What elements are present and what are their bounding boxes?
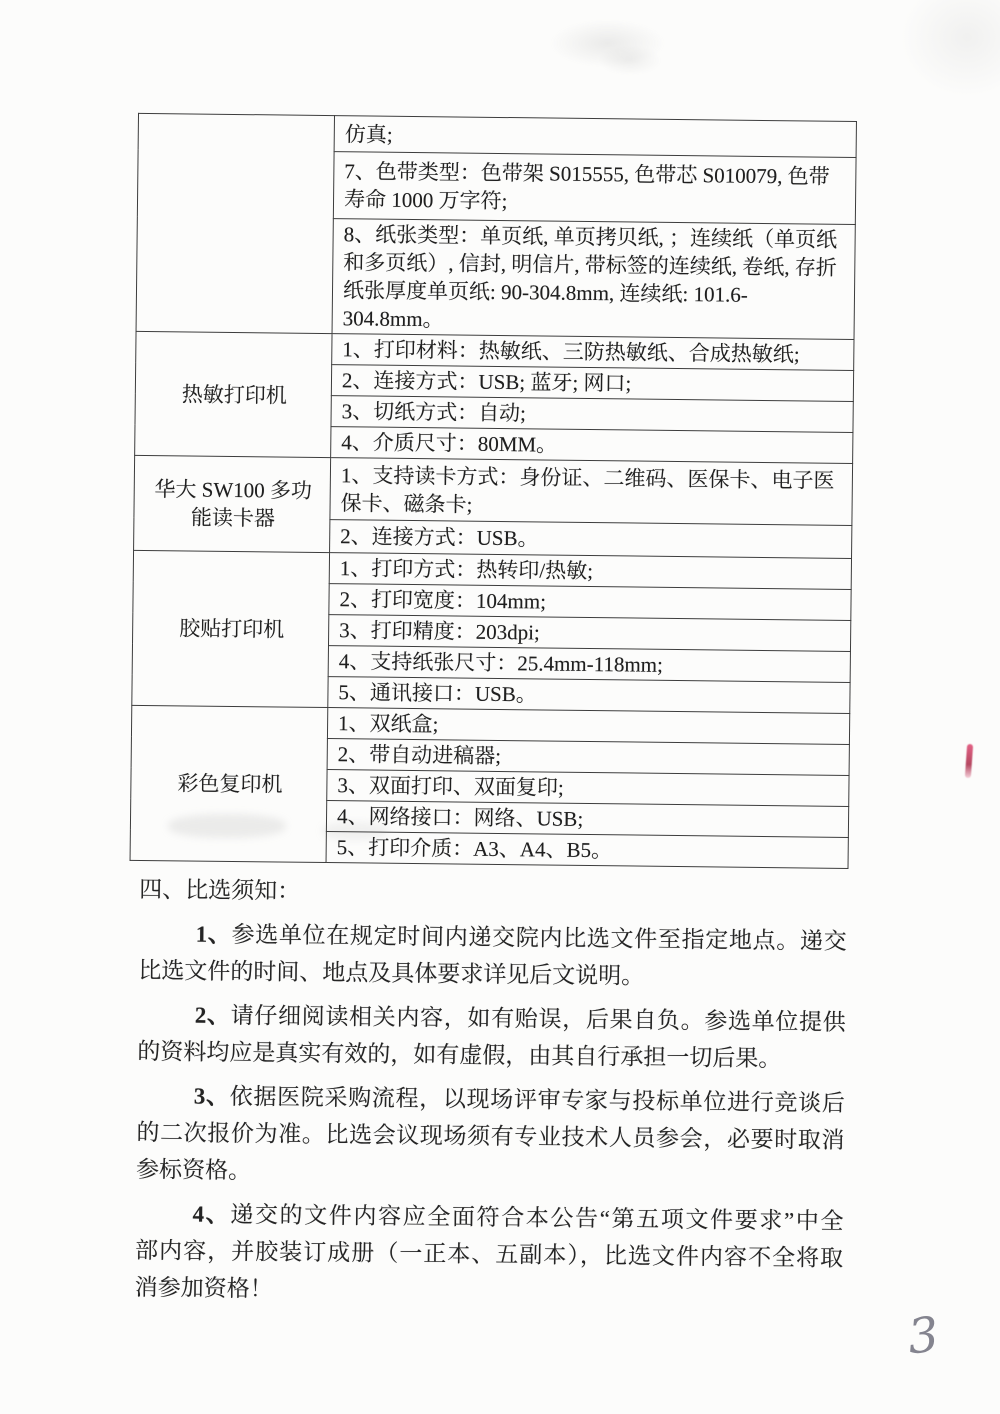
spec-cell: 2、连接方式：USB; 蓝牙; 网口; [331, 365, 853, 402]
paragraph-line: 部内容，并胶装订成册（一正本、五副本），比选文件内容不全将取 [134, 1237, 844, 1271]
paragraph-text: 递交的文件内容应全面符合本公告“第五项文件要求”中全 [230, 1201, 844, 1234]
paragraph-line: 比选文件的时间、地点及具体要求详见后文说明。 [138, 957, 645, 989]
paragraph-text: 参选单位在规定时间内递交院内比选文件至指定地点。递交 [231, 921, 847, 954]
spec-cell: 4、介质尺寸：80MM。 [331, 427, 853, 464]
table-group-label [136, 113, 334, 333]
spec-cell: 7、色带类型：色带架 S015555, 色带芯 S010079, 色带寿命 1000 万字符; [333, 152, 856, 225]
spec-cell: 2、连接方式：USB。 [330, 520, 852, 559]
paragraph-number: 3、 [193, 1083, 230, 1109]
handwritten-page-number: 3 [905, 1306, 942, 1366]
spec-cell: 1、打印方式：热转印/热敏; [329, 553, 851, 590]
notice-section [134, 873, 847, 1314]
paragraph-number: 1、 [195, 921, 232, 947]
notice-paragraph [136, 1077, 845, 1196]
spec-cell: 2、打印宽度：104mm; [329, 584, 851, 621]
spec-cell: 3、切纸方式：自动; [331, 396, 853, 433]
spec-cell: 仿真; [334, 116, 856, 158]
spec-cell: 5、通讯接口：USB。 [328, 677, 850, 714]
table-group-label: 热敏打印机 [135, 331, 332, 457]
paragraph-line: 参标资格。 [135, 1156, 252, 1184]
notice-paragraph [138, 915, 847, 997]
spec-cell: 5、打印介质：A3、A4、B5。 [326, 832, 848, 869]
notice-paragraph [137, 996, 846, 1078]
spec-cell: 2、带自动进稿器; [327, 739, 849, 776]
spec-cell: 4、网络接口：网络、USB; [326, 801, 848, 838]
notice-heading: 四、比选须知： [139, 876, 301, 904]
paragraph-line: 的二次报价为准。比选会议现场须有专业技术人员参会，必要时取消 [136, 1119, 845, 1153]
spec-cell: 3、打印精度：203dpi; [328, 615, 850, 652]
spec-table [130, 113, 857, 869]
spec-cell: 4、支持纸张尺寸：25.4mm-118mm; [328, 646, 850, 683]
paragraph-number: 2、 [194, 1002, 231, 1028]
spec-cell: 1、打印材料：热敏纸、三防热敏纸、合成热敏纸; [332, 334, 854, 371]
table-group-label: 华大 SW100 多功 能读卡器 [134, 455, 331, 552]
paragraph-line: 的资料均应是真实有效的，如有虚假，由其自行承担一切后果。 [137, 1038, 782, 1072]
spec-cell: 8、纸张类型：单页纸, 单页拷贝纸, ；连续纸（单页纸和多页纸）, 信封, 明信片, 带标签的连续纸, 卷纸, 存折纸张厚度单页纸: 90-304.8mm, 连续纸: 101.6-304.8mm。 [332, 219, 855, 340]
paragraph-text: 依据医院采购流程，以现场评审专家与投标单位进行竞谈后 [229, 1083, 845, 1116]
spec-cell: 1、支持读卡方式：身份证、二维码、医保卡、电子医保卡、磁条卡; [330, 458, 853, 526]
spec-cell: 1、双纸盒; [327, 708, 849, 745]
paragraph-text: 请仔细阅读相关内容，如有贻误，后果自负。参选单位提供 [230, 1002, 846, 1035]
paragraph-line: 消参加资格！ [134, 1274, 273, 1302]
table-group-label: 胶贴打印机 [132, 550, 330, 707]
table-group-label: 彩色复印机 [130, 705, 328, 862]
notice-paragraph [134, 1195, 843, 1314]
paragraph-number: 4、 [192, 1201, 231, 1227]
spec-cell: 3、双面打印、双面复印; [327, 770, 849, 807]
